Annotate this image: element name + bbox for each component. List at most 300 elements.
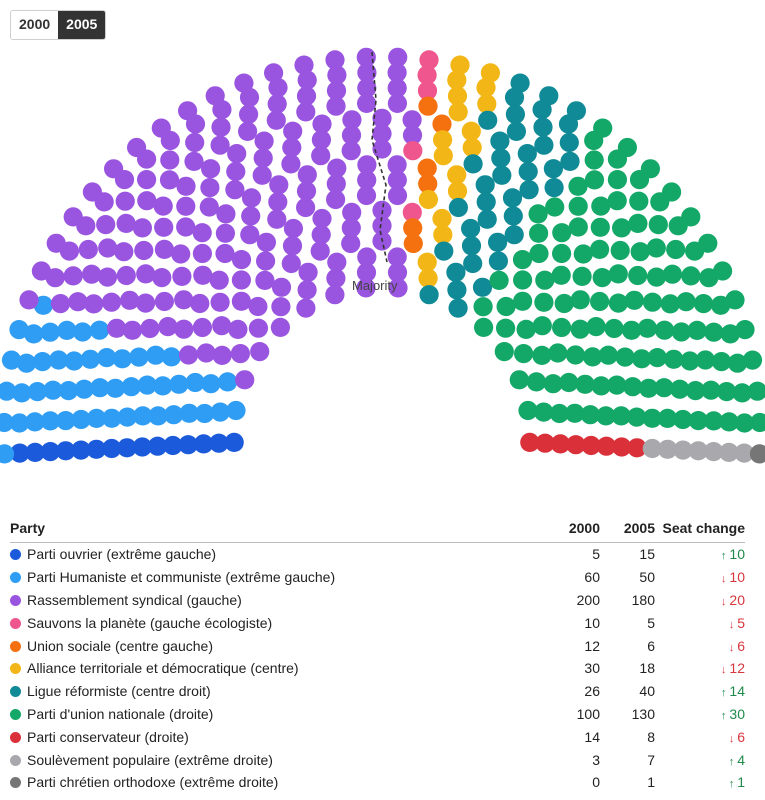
seat-dot	[342, 203, 361, 222]
seat-dot	[169, 375, 188, 394]
seats-2000-cell: 26	[584, 683, 600, 700]
seat-dot	[520, 180, 539, 199]
seat-dot	[591, 218, 610, 237]
seat-dot	[312, 209, 331, 228]
seat-dot	[419, 50, 438, 69]
seat-dot	[450, 56, 469, 75]
seat-change-value: 12	[729, 660, 745, 677]
party-name-cell	[10, 771, 550, 794]
seat-dot	[154, 218, 173, 237]
header-2000: 2000	[550, 516, 600, 543]
table-row	[10, 771, 745, 794]
seat-dot	[492, 166, 511, 185]
seat-dot	[446, 263, 465, 282]
party-name-cell	[10, 611, 550, 634]
seat-dot	[647, 268, 666, 287]
seat-dot	[201, 159, 220, 178]
year-2000-button[interactable]: 2000	[11, 11, 58, 39]
seat-dot	[81, 350, 100, 369]
seat-change-value: 6	[737, 637, 745, 654]
seat-dot	[137, 191, 156, 210]
seat-change-cell	[655, 566, 745, 589]
seat-dot	[507, 122, 526, 141]
seat-dot	[98, 238, 117, 257]
seat-dot	[235, 370, 254, 389]
seats-2000-cell: 100	[576, 705, 600, 722]
seat-dot	[529, 204, 548, 223]
party-color-dot-icon	[10, 663, 21, 674]
seat-dot	[510, 74, 529, 93]
seat-dot	[357, 155, 376, 174]
seat-dot	[593, 268, 612, 287]
seat-dot	[638, 319, 657, 338]
seat-dot	[555, 294, 574, 313]
seat-change-value: 14	[729, 683, 745, 700]
seat-change-cell	[655, 657, 745, 680]
seat-dot	[514, 344, 533, 363]
seat-change-value: 10	[729, 546, 745, 563]
party-name-cell	[10, 725, 550, 748]
party-color-dot-icon	[10, 777, 21, 788]
seat-dot	[662, 182, 681, 201]
seat-dot	[19, 290, 38, 309]
table-row	[10, 680, 745, 703]
seat-dot	[517, 320, 536, 339]
arrow-up-icon: ↑	[720, 550, 727, 563]
seat-dot	[698, 234, 717, 253]
seat-dot	[155, 240, 174, 259]
seat-change-cell	[655, 748, 745, 771]
seat-dot	[503, 188, 522, 207]
seat-dot	[568, 177, 587, 196]
seat-dot	[463, 138, 482, 157]
party-name-cell	[10, 566, 550, 589]
seat-dot	[327, 159, 346, 178]
table-row	[10, 566, 745, 589]
seat-dot	[137, 170, 156, 189]
party-name-cell	[10, 634, 550, 657]
seat-dot	[447, 165, 466, 184]
seat-dot	[490, 132, 509, 151]
arrow-down-icon: ↓	[720, 664, 727, 677]
seat-dot	[681, 266, 700, 285]
table-row	[10, 589, 745, 612]
seat-dot	[254, 149, 273, 168]
seat-dot	[618, 138, 637, 157]
seat-dot	[664, 350, 683, 369]
seat-dot	[571, 290, 590, 309]
seat-dot	[134, 241, 153, 260]
seat-dot	[201, 374, 220, 393]
seat-dot	[677, 292, 696, 311]
seat-dot	[267, 210, 286, 229]
party-name: Parti Humaniste et communiste (extrême gauche)	[27, 569, 336, 586]
seats-2005-cell: 40	[639, 683, 655, 700]
party-name-cell	[10, 703, 550, 726]
seat-dot	[449, 299, 468, 318]
seat-dot	[694, 294, 713, 313]
seats-2005-cell: 7	[647, 751, 655, 768]
seat-dot	[269, 175, 288, 194]
seats-2005-cell: 1	[647, 774, 655, 791]
seat-dot	[241, 206, 260, 225]
seat-dot	[127, 138, 146, 157]
seat-dot	[104, 159, 123, 178]
seat-dot	[154, 197, 173, 216]
seat-dot	[648, 348, 667, 367]
seat-dot	[200, 178, 219, 197]
seat-dot	[123, 321, 142, 340]
parliament-chart	[0, 40, 765, 490]
seat-dot	[298, 165, 317, 184]
seat-dot	[178, 101, 197, 120]
seat-dot	[272, 278, 291, 297]
seat-dot	[342, 110, 361, 129]
seat-dot	[545, 178, 564, 197]
seat-dot	[206, 86, 225, 105]
seat-dot	[160, 150, 179, 169]
seat-dot	[297, 182, 316, 201]
seat-dot	[419, 269, 438, 288]
seat-dot	[152, 119, 171, 138]
seat-change-cell	[655, 611, 745, 634]
seat-dot	[0, 413, 14, 432]
seat-dot	[625, 291, 644, 310]
seat-dot	[160, 170, 179, 189]
seat-dot	[73, 322, 92, 341]
party-color-dot-icon	[10, 709, 21, 720]
seat-change-cell	[655, 680, 745, 703]
seat-dot	[193, 223, 212, 242]
party-name-cell	[10, 543, 550, 566]
seat-dot	[226, 162, 245, 181]
table-row	[10, 748, 745, 771]
seat-dot	[591, 197, 610, 216]
seat-dot	[102, 293, 121, 312]
seat-dot	[462, 122, 481, 141]
year-2005-button[interactable]: 2005	[58, 11, 105, 39]
seat-dot	[462, 236, 481, 255]
seat-dot	[474, 297, 493, 316]
seat-dot	[117, 266, 136, 285]
seat-dot	[117, 214, 136, 233]
seat-dot	[268, 192, 287, 211]
seat-dot	[82, 265, 101, 284]
seat-dot	[282, 138, 301, 157]
seat-dot	[185, 133, 204, 152]
seat-dot	[560, 133, 579, 152]
seat-dot	[211, 293, 230, 312]
seat-dot	[513, 292, 532, 311]
seat-dot	[311, 242, 330, 261]
year-toggle	[10, 10, 106, 40]
seat-dot	[190, 294, 209, 313]
seat-dot	[506, 105, 525, 124]
seat-change-value: 1	[737, 774, 745, 791]
seat-dot	[176, 217, 195, 236]
seats-2000-cell: 10	[584, 614, 600, 631]
seat-dot	[211, 136, 230, 155]
seat-dot	[534, 293, 553, 312]
seat-dot	[491, 149, 510, 168]
seat-dot	[174, 290, 193, 309]
seat-dot	[242, 188, 261, 207]
seat-dot	[296, 299, 315, 318]
seat-dot	[629, 192, 648, 211]
seat-dot	[176, 197, 195, 216]
seats-2005-cell: 50	[639, 569, 655, 586]
party-color-dot-icon	[10, 549, 21, 560]
seat-dot	[232, 250, 251, 269]
seat-dot	[735, 320, 754, 339]
seat-dot	[298, 280, 317, 299]
seat-dot	[267, 111, 286, 130]
seat-dot	[283, 236, 302, 255]
seat-dot	[271, 318, 290, 337]
seat-dot	[228, 320, 247, 339]
seat-change-cell	[655, 725, 745, 748]
seat-change-value: 5	[737, 614, 745, 631]
seat-dot	[643, 293, 662, 312]
seat-dot	[478, 210, 497, 229]
arrow-down-icon: ↓	[720, 573, 727, 586]
seat-dot	[296, 198, 315, 217]
seat-dot	[238, 122, 257, 141]
seats-2000-cell: 3	[592, 751, 600, 768]
seat-dot	[476, 175, 495, 194]
seat-dot	[257, 233, 276, 252]
seat-dot	[574, 244, 593, 263]
party-color-dot-icon	[10, 618, 21, 629]
seat-change-cell	[655, 703, 745, 726]
seat-dot	[649, 215, 668, 234]
seat-dot	[2, 351, 21, 370]
arrow-up-icon: ↑	[728, 778, 735, 791]
seat-dot	[449, 198, 468, 217]
seat-change-value: 10	[729, 569, 745, 586]
seat-dot	[448, 182, 467, 201]
seat-change-value: 30	[729, 705, 745, 722]
seat-dot	[590, 292, 609, 311]
seat-dot	[534, 136, 553, 155]
seat-dot	[420, 285, 439, 304]
seat-dot	[513, 250, 532, 269]
seat-dot	[513, 270, 532, 289]
seat-dot	[79, 240, 98, 259]
table-row	[10, 634, 745, 657]
seat-dot	[216, 204, 235, 223]
seat-dot	[533, 118, 552, 137]
header-party: Party	[10, 516, 550, 543]
seat-dot	[434, 146, 453, 165]
seat-dot	[234, 74, 253, 93]
seat-dot	[41, 323, 60, 342]
seat-dot	[616, 348, 635, 367]
seat-dot	[152, 268, 171, 287]
seat-dot	[294, 56, 313, 75]
seat-dot	[599, 346, 618, 365]
seat-dot	[32, 261, 51, 280]
party-name: Parti ouvrier (extrême gauche)	[27, 546, 217, 563]
seat-dot	[282, 254, 301, 273]
seat-dot	[283, 122, 302, 141]
seats-2000-cell: 0	[592, 774, 600, 791]
party-color-dot-icon	[10, 595, 21, 606]
seat-dot	[179, 345, 198, 364]
seat-dot	[268, 94, 287, 113]
seat-dot	[218, 372, 237, 391]
seat-dot	[545, 197, 564, 216]
seat-dot	[608, 191, 627, 210]
seat-dot	[162, 347, 181, 366]
seat-dot	[193, 266, 212, 285]
seat-dot	[357, 247, 376, 266]
arrow-down-icon: ↓	[728, 732, 735, 745]
seat-dot	[193, 318, 212, 337]
party-name: Soulèvement populaire (extrême droite)	[27, 751, 273, 768]
seat-dot	[743, 351, 762, 370]
seat-dot	[533, 316, 552, 335]
seat-dot	[171, 244, 190, 263]
seat-dot	[605, 319, 624, 338]
seats-2005-cell: 6	[647, 637, 655, 654]
seat-dot	[215, 244, 234, 263]
seat-dot	[628, 214, 647, 233]
seat-change-value: 20	[729, 591, 745, 608]
seat-change-cell	[655, 543, 745, 566]
table-row	[10, 703, 745, 726]
seat-dot	[174, 320, 193, 339]
party-color-dot-icon	[10, 755, 21, 766]
seat-dot	[140, 319, 159, 338]
party-name: Ligue réformiste (centre droit)	[27, 683, 211, 700]
seat-dot	[136, 264, 155, 283]
seat-dot	[312, 115, 331, 134]
seat-dot	[477, 94, 496, 113]
seat-dot	[569, 217, 588, 236]
seat-dot	[725, 290, 744, 309]
seat-dot	[213, 346, 232, 365]
party-table	[10, 516, 745, 794]
seat-dot	[750, 413, 765, 432]
seat-dot	[655, 321, 674, 340]
seat-dot	[647, 238, 666, 257]
seat-dot	[136, 294, 155, 313]
seat-dot	[113, 349, 132, 368]
seat-dot	[569, 197, 588, 216]
seat-dot	[489, 251, 508, 270]
seat-dot	[211, 118, 230, 137]
seat-dot	[478, 111, 497, 130]
table-header-row	[10, 516, 745, 543]
arrow-up-icon: ↑	[720, 709, 727, 722]
seat-dot	[0, 444, 14, 463]
seat-dot	[544, 159, 563, 178]
seats-2005-cell: 5	[647, 614, 655, 631]
seat-dot	[477, 192, 496, 211]
seat-dot	[585, 170, 604, 189]
seat-dot	[264, 63, 283, 82]
arrow-down-icon: ↓	[728, 641, 735, 654]
party-name: Union sociale (centre gauche)	[27, 637, 213, 654]
party-name: Parti conservateur (droite)	[27, 728, 189, 745]
party-name: Parti chrétien orthodoxe (extrême droite)	[27, 774, 279, 791]
arrow-down-icon: ↓	[728, 618, 735, 631]
party-name: Parti d'union nationale (droite)	[27, 705, 214, 722]
seats-2005-cell: 180	[631, 591, 655, 608]
seat-dot	[750, 444, 765, 463]
seat-dot	[609, 264, 628, 283]
seat-dot	[461, 219, 480, 238]
seat-dot	[299, 263, 318, 282]
seat-dot	[357, 48, 376, 67]
seats-2005-cell: 130	[631, 705, 655, 722]
seat-dot	[510, 370, 529, 389]
seat-dot	[133, 218, 152, 237]
seat-dot	[611, 241, 630, 260]
seat-dot	[51, 294, 70, 313]
seat-dot	[552, 223, 571, 242]
seat-dot	[256, 251, 275, 270]
seat-dot	[114, 242, 133, 261]
seat-dot	[226, 401, 245, 420]
seat-dot	[65, 351, 84, 370]
seat-dot	[608, 170, 627, 189]
seat-dot	[271, 297, 290, 316]
seat-dot	[688, 321, 707, 340]
seat-dot	[434, 242, 453, 261]
seat-dot	[631, 242, 650, 261]
seats-2005-cell: 18	[639, 660, 655, 677]
seat-dot	[83, 182, 102, 201]
seat-dot	[490, 271, 509, 290]
table-row	[10, 657, 745, 680]
seat-dot	[176, 177, 195, 196]
seat-dot	[9, 320, 28, 339]
seat-dot	[210, 271, 229, 290]
seat-dot	[232, 292, 251, 311]
seats-2000-cell: 60	[584, 569, 600, 586]
seat-dot	[327, 253, 346, 272]
seat-dot	[681, 207, 700, 226]
seat-dot	[628, 266, 647, 285]
party-name-cell	[10, 680, 550, 703]
seat-dot	[250, 342, 269, 361]
seat-dot	[240, 225, 259, 244]
seat-dot	[388, 94, 407, 113]
seat-dot	[403, 141, 422, 160]
seats-2000-cell: 30	[584, 660, 600, 677]
party-name-cell	[10, 748, 550, 771]
seat-dot	[90, 321, 109, 340]
seat-dot	[284, 219, 303, 238]
majority-label: Majority	[352, 278, 398, 293]
header-2005: 2005	[600, 516, 655, 543]
seat-dot	[232, 270, 251, 289]
seat-dot	[529, 244, 548, 263]
seat-dot	[552, 318, 571, 337]
seat-dot	[535, 271, 554, 290]
seat-dot	[388, 48, 407, 67]
seat-dot	[567, 101, 586, 120]
seat-dot	[464, 154, 483, 173]
seat-change-cell	[655, 589, 745, 612]
party-name: Sauvons la planète (gauche écologiste)	[27, 614, 273, 631]
seat-dot	[539, 86, 558, 105]
seat-dot	[231, 344, 250, 363]
seat-dot	[404, 234, 423, 253]
seat-change-cell	[655, 771, 745, 794]
